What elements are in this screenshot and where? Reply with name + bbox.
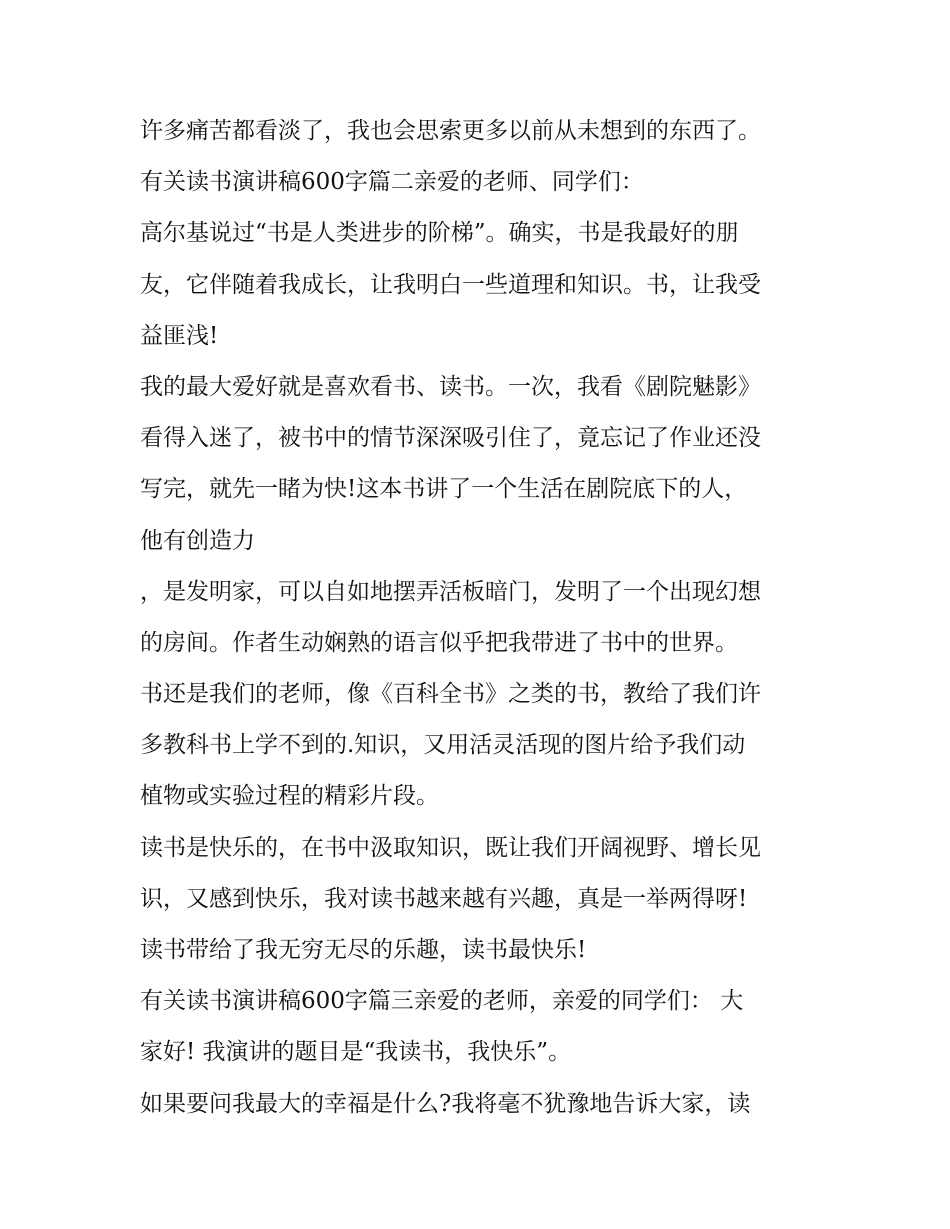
text-line: 家好! 我演讲的题目是“我读书，我快乐”。	[140, 1039, 572, 1066]
text-line: 的房间。作者生动娴熟的语言似乎把我带进了书中的世界。	[140, 629, 738, 656]
text-line: 我的最大爱好就是喜欢看书、读书。一次，我看《剧院魅影》	[140, 373, 761, 400]
text-line: 书还是我们的老师，像《百科全书》之类的书，教给了我们许	[140, 681, 761, 708]
section-heading-line: 有关读书演讲稿600字篇三亲爱的老师，亲爱的同学们： 大	[140, 988, 744, 1015]
text-line: 高尔基说过“书是人类进步的阶梯”。确实，书是我最好的朋	[140, 220, 739, 247]
text-line: 他有创造力	[140, 527, 255, 554]
text-line: 读书带给了我无穷无尽的乐趣，读书最快乐!	[140, 937, 587, 963]
text-line: 友，它伴随着我成长，让我明白一些道理和知识。书，让我受	[140, 271, 761, 298]
text-line: 益匪浅!	[140, 322, 219, 349]
text-line: 如果要问我最大的幸福是什么?我将毫不犹豫地告诉大家，读	[140, 1090, 751, 1117]
text-line: 植物或实验过程的精彩片段。	[140, 783, 439, 810]
text-line: 读书是快乐的，在书中汲取知识，既让我们开阔视野、增长见	[140, 834, 761, 861]
text-line: 识，又感到快乐，我对读书越来越有兴趣，真是一举两得呀!	[140, 885, 748, 912]
section-heading-line: 有关读书演讲稿600字篇二亲爱的老师、同学们：	[140, 169, 644, 196]
text-line: 多教科书上学不到的.知识，又用活灵活现的图片给予我们动	[140, 732, 746, 759]
text-line: 写完，就先一睹为快!这本书讲了一个生活在剧院底下的人，	[140, 476, 748, 503]
document-body	[140, 106, 830, 1130]
text-line: 看得入迷了，被书中的情节深深吸引住了，竟忘记了作业还没	[140, 425, 761, 452]
text-line: 许多痛苦都看淡了，我也会思索更多以前从未想到的东西了。	[140, 118, 761, 144]
text-line: ，是发明家，可以自如地摆弄活板暗门，发明了一个出现幻想	[140, 578, 761, 605]
